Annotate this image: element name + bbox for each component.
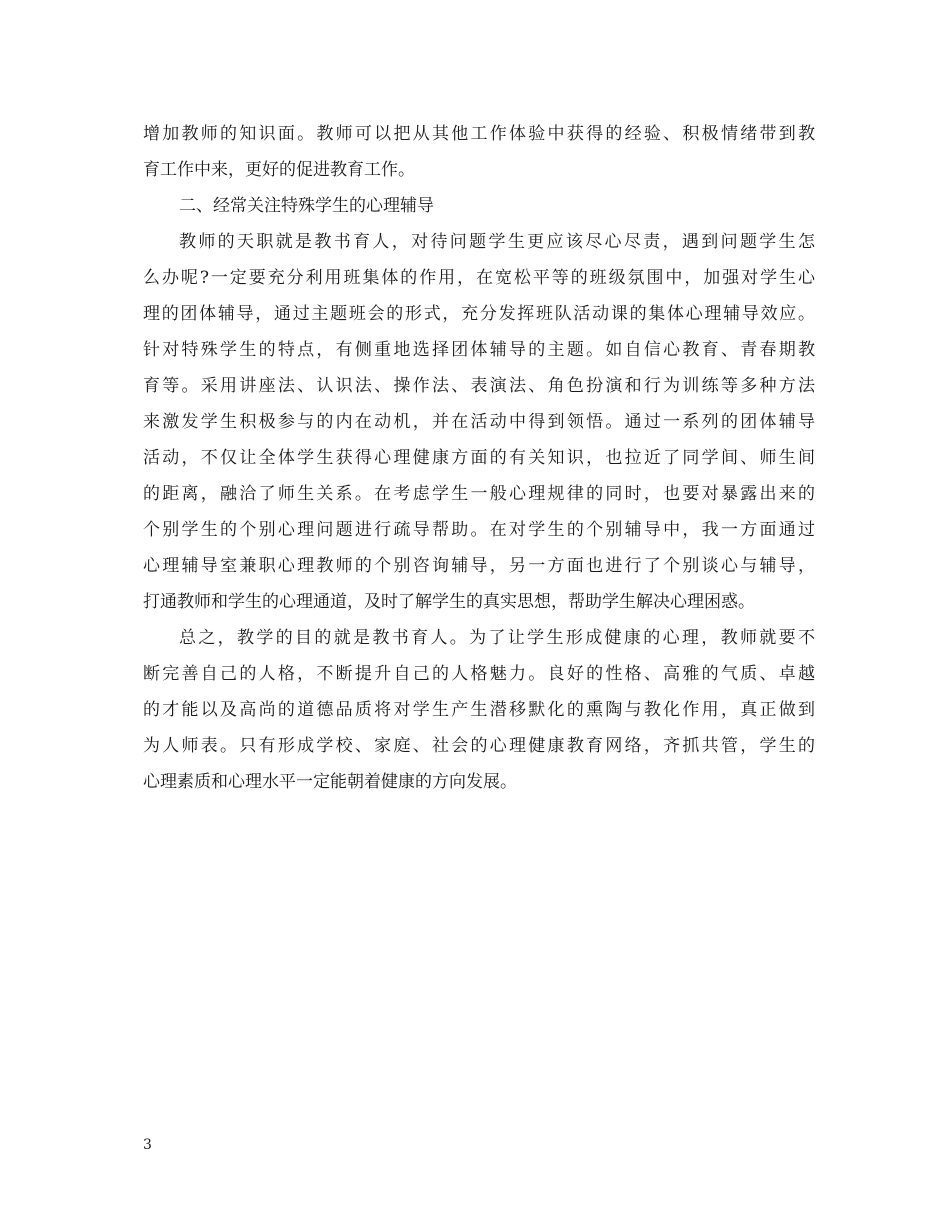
page-number: 3 — [143, 1137, 152, 1153]
text-line: 的才能以及高尚的道德品质将对学生产生潜移默化的熏陶与教化作用，真正做到 — [143, 700, 815, 720]
text-line: 心理辅导室兼职心理教师的个别咨询辅导，另一方面也进行了个别谈心与辅导， — [143, 556, 815, 576]
text-line: 育工作中来，更好的促进教育工作。 — [143, 160, 415, 180]
text-line: 么办呢?一定要充分利用班集体的作用，在宽松平等的班级氛围中，加强对学生心 — [143, 268, 815, 288]
text-line: 个别学生的个别心理问题进行疏导帮助。在对学生的个别辅导中，我一方面通过 — [143, 520, 815, 540]
text-line: 为人师表。只有形成学校、家庭、社会的心理健康教育网络，齐抓共管，学生的 — [143, 736, 815, 756]
text-line: 的距离，融洽了师生关系。在考虑学生一般心理规律的同时，也要对暴露出来的 — [143, 484, 815, 504]
text-line: 打通教师和学生的心理通道，及时了解学生的真实思想，帮助学生解决心理困惑。 — [143, 592, 755, 612]
section-heading: 二、经常关注特殊学生的心理辅导 — [179, 196, 434, 216]
text-line: 育等。采用讲座法、认识法、操作法、表演法、角色扮演和行为训练等多种方法 — [143, 376, 815, 396]
text-line: 心理素质和心理水平一定能朝着健康的方向发展。 — [143, 772, 517, 792]
text-line: 断完善自己的人格，不断提升自己的人格魅力。良好的性格、高雅的气质、卓越 — [143, 664, 815, 684]
text-line: 针对特殊学生的特点，有侧重地选择团体辅导的主题。如自信心教育、青春期教 — [143, 340, 815, 360]
text-line: 增加教师的知识面。教师可以把从其他工作体验中获得的经验、积极情绪带到教 — [143, 124, 815, 144]
body-text — [143, 116, 815, 800]
text-line: 总之，教学的目的就是教书育人。为了让学生形成健康的心理，教师就要不 — [179, 628, 815, 648]
text-line: 活动，不仅让全体学生获得心理健康方面的有关知识，也拉近了同学间、师生间 — [143, 448, 815, 468]
text-line: 教师的天职就是教书育人，对待问题学生更应该尽心尽责，遇到问题学生怎 — [179, 232, 815, 252]
text-line: 来激发学生积极参与的内在动机，并在活动中得到领悟。通过一系列的团体辅导 — [143, 412, 815, 432]
text-line: 理的团体辅导，通过主题班会的形式，充分发挥班队活动课的集体心理辅导效应。 — [143, 304, 815, 324]
